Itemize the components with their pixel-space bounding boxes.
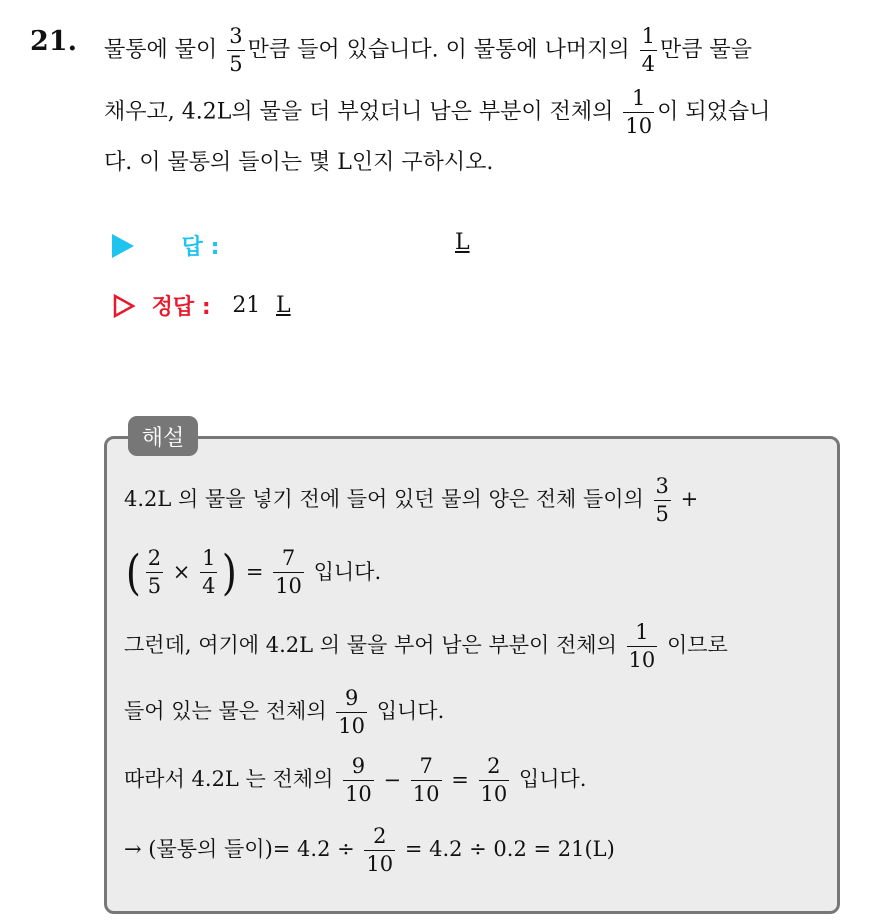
solution-line-5: 따라서 4.2L 는 전체의 $\frac{9}{10}$ − $\frac{7}{10}$ = $\frac{2}{10}$ 입니다. — [124, 754, 587, 806]
solution-line-6: → (물통의 들이)= 4.2 ÷ $\frac{2}{10}$ = 4.2 ÷ 0.2 = 21(L) — [124, 824, 615, 876]
correct-answer-row — [112, 290, 291, 321]
fraction: $\frac{7}{10}$ — [275, 546, 302, 598]
fraction: $\frac{9}{10}$ — [338, 686, 366, 738]
question-number: 21. — [30, 26, 77, 57]
solution-line-4: 들어 있는 물은 전체의 $\frac{9}{10}$ 입니다. — [124, 686, 445, 738]
answer-label: 답 : — [181, 235, 220, 260]
question-line-2: 채우고, 4.2L의 물을 더 부었더니 남은 부분이 전체의 $\frac{1}{10}$ 이 되었습니 — [104, 86, 771, 138]
fraction: $\frac{1}{4}$ — [641, 24, 656, 76]
correct-answer-value: 21 — [232, 293, 261, 318]
fraction: $\frac{3}{5}$ — [229, 24, 243, 76]
fraction: $\frac{2}{5}$ — [147, 546, 162, 598]
answer-row — [112, 230, 470, 261]
correct-answer-unit: L — [275, 293, 291, 318]
answer-unit: L — [455, 230, 470, 255]
solution-tag: 해설 — [128, 416, 198, 456]
fraction: $\frac{2}{10}$ — [366, 824, 394, 876]
solution-line-2: ( $\frac{2}{5}$ × $\frac{1}{4}$ ) = $\frac{7}{10}$ 입니다. — [125, 544, 382, 601]
fraction: $\frac{2}{10}$ — [480, 754, 508, 806]
question-line-3: 다. 이 물통의 들이는 몇 L인지 구하시오. — [104, 150, 494, 175]
outline-triangle-icon — [112, 293, 136, 319]
fraction: $\frac{1}{4}$ — [202, 546, 216, 598]
play-triangle-icon — [112, 234, 134, 258]
fraction: $\frac{1}{10}$ — [625, 86, 653, 138]
solution-line-3: 그런데, 여기에 4.2L 의 물을 부어 남은 부분이 전체의 $\frac{1}{10}$ 이므로 — [124, 620, 728, 672]
fraction: $\frac{3}{5}$ — [655, 474, 669, 526]
correct-answer-label: 정답 : — [151, 295, 211, 320]
question-line-1: 물통에 물이 $\frac{3}{5}$ 만큼 들어 있습니다. 이 물통에 나머지의 $\frac{1}{4}$ 만큼 물을 — [104, 24, 753, 76]
fraction: $\frac{1}{10}$ — [628, 620, 656, 672]
fraction: $\frac{9}{10}$ — [345, 754, 372, 806]
fraction: $\frac{7}{10}$ — [412, 754, 440, 806]
solution-line-1: 4.2L 의 물을 넣기 전에 들어 있던 물의 양은 전체 들이의 $\frac{3}{5}$ + — [124, 474, 699, 526]
